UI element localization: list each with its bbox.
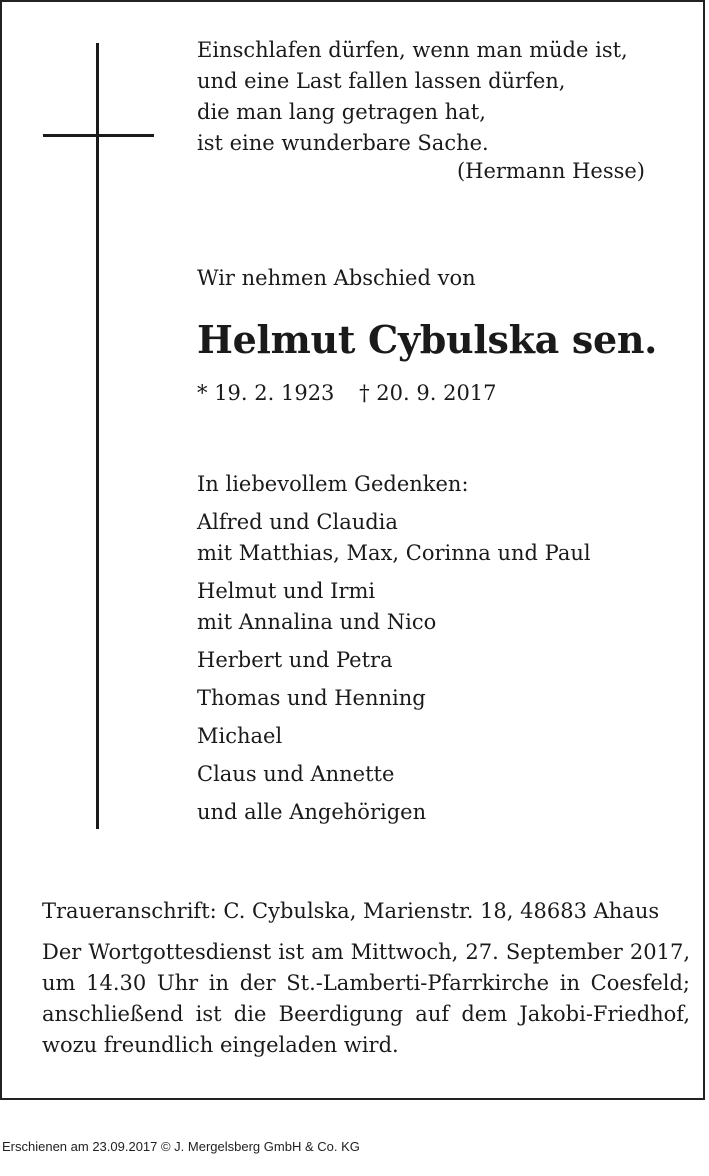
poem-line: ist eine wunderbare Sache. (197, 131, 489, 155)
list-item (197, 645, 667, 676)
mourner-line: mit Annalina und Nico (197, 610, 437, 634)
mourners-list (197, 469, 667, 835)
cross-vertical-bar (96, 43, 99, 829)
life-dates (197, 378, 497, 409)
died-symbol: † (359, 381, 370, 405)
birth-date: 19. 2. 1923 (214, 381, 335, 405)
cross-horizontal-bar (43, 134, 154, 137)
poem-line: Einschlafen dürfen, wenn man müde ist, (197, 38, 628, 62)
service-line: um 14.30 Uhr in der St.-Lamberti-Pfarrkirche in Coesfeld; (42, 971, 690, 995)
born-symbol: * (197, 381, 208, 405)
mourner-line: und alle Angehörigen (197, 800, 427, 824)
mourner-line: mit Matthias, Max, Corinna und Paul (197, 541, 591, 565)
mourner-line: Helmut und Irmi (197, 579, 376, 603)
service-line: anschließend ist die Beerdigung auf dem Jakobi-Friedhof, (42, 1002, 690, 1026)
list-item (197, 721, 667, 752)
mourner-line: Herbert und Petra (197, 648, 393, 672)
publication-footer: Erschienen am 23.09.2017 © J. Mergelsberg GmbH & Co. KG (2, 1139, 360, 1154)
death-date: 20. 9. 2017 (376, 381, 497, 405)
list-item (197, 683, 667, 714)
mourning-address: Traueranschrift: C. Cybulska, Marienstr. 18, 48683 Ahaus (42, 899, 660, 923)
deceased-name: Helmut Cybulska sen. (197, 317, 658, 362)
list-item (197, 797, 667, 828)
service-notice (42, 937, 690, 1061)
farewell-intro: Wir nehmen Abschied von (197, 266, 476, 290)
mourner-line: Thomas und Henning (197, 686, 426, 710)
poem-author: (Hermann Hesse) (456, 159, 645, 183)
list-item (197, 576, 667, 638)
list-item (197, 507, 667, 569)
poem-line: die man lang getragen hat, (197, 100, 486, 124)
poem-line: und eine Last fallen lassen dürfen, (197, 69, 566, 93)
mourners-heading: In liebevollem Gedenken: (197, 472, 469, 496)
service-line: Der Wortgottesdienst ist am Mittwoch, 27. September 2017, (42, 940, 690, 964)
mourner-line: Michael (197, 724, 283, 748)
service-line: wozu freundlich eingeladen wird. (42, 1033, 399, 1057)
list-item (197, 759, 667, 790)
mourner-line: Alfred und Claudia (197, 510, 398, 534)
mourner-line: Claus und Annette (197, 762, 395, 786)
poem (197, 35, 652, 159)
